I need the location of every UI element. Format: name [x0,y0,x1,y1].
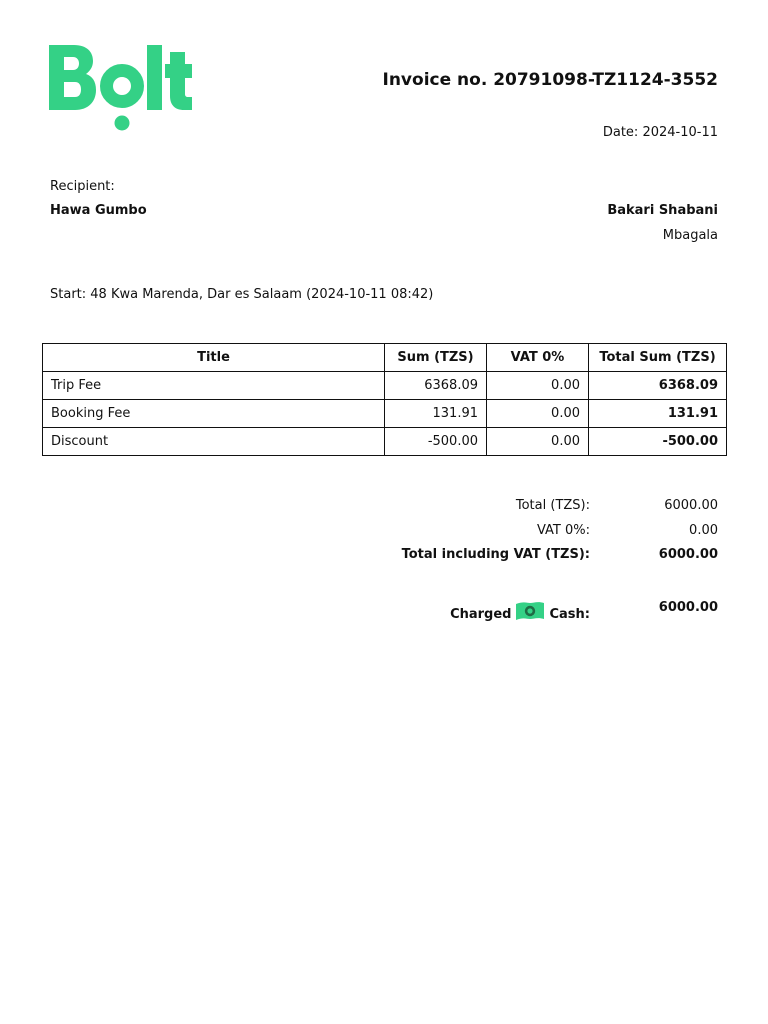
column-header-total: Total Sum (TZS) [589,344,727,372]
total-label: Total (TZS): [515,498,590,513]
row-sum: 6368.09 [385,372,487,400]
logo-letter-b [49,45,96,110]
invoice-items-table [42,343,727,456]
row-title: Booking Fee [43,400,385,428]
row-total: 6368.09 [589,372,727,400]
cash-icon [515,600,545,622]
table-header-row [43,344,727,372]
driver-name: Bakari Shabani [607,203,718,218]
table-row [43,400,727,428]
invoice-number: Invoice no. 20791098-TZ1124-3552 [382,70,718,90]
total-incl-vat-row [300,547,718,567]
total-value: 6000.00 [664,498,718,513]
row-sum: 131.91 [385,400,487,428]
charged-label-group [450,600,590,622]
logo-letter-o [107,71,138,102]
row-sum: -500.00 [385,428,487,456]
row-vat: 0.00 [487,372,589,400]
row-title: Trip Fee [43,372,385,400]
invoice-date: Date: 2024-10-11 [602,125,718,140]
charged-amount: 6000.00 [658,600,718,615]
total-incl-vat-label: Total including VAT (TZS): [401,547,590,562]
charged-row [300,600,718,624]
table-row [43,428,727,456]
charged-label: Charged [450,607,512,622]
column-header-title: Title [43,344,385,372]
trip-start: Start: 48 Kwa Marenda, Dar es Salaam (2024-10-11 08:42) [50,287,434,302]
row-total: 131.91 [589,400,727,428]
logo-dot [115,116,130,131]
row-vat: 0.00 [487,428,589,456]
total-incl-vat-value: 6000.00 [658,547,718,562]
total-row [300,498,718,518]
vat-label: VAT 0%: [536,523,590,538]
bolt-logo [48,44,194,132]
recipient-name: Hawa Gumbo [50,203,147,218]
logo-letter-l [147,45,162,110]
driver-area: Mbagala [662,228,718,243]
row-total: -500.00 [589,428,727,456]
vat-row [300,523,718,543]
logo-letter-t [165,52,192,110]
column-header-vat: VAT 0% [487,344,589,372]
recipient-label: Recipient: [50,179,115,194]
table-row [43,372,727,400]
row-title: Discount [43,428,385,456]
row-vat: 0.00 [487,400,589,428]
payment-method-label: Cash: [549,607,590,622]
vat-value: 0.00 [689,523,718,538]
column-header-sum: Sum (TZS) [385,344,487,372]
